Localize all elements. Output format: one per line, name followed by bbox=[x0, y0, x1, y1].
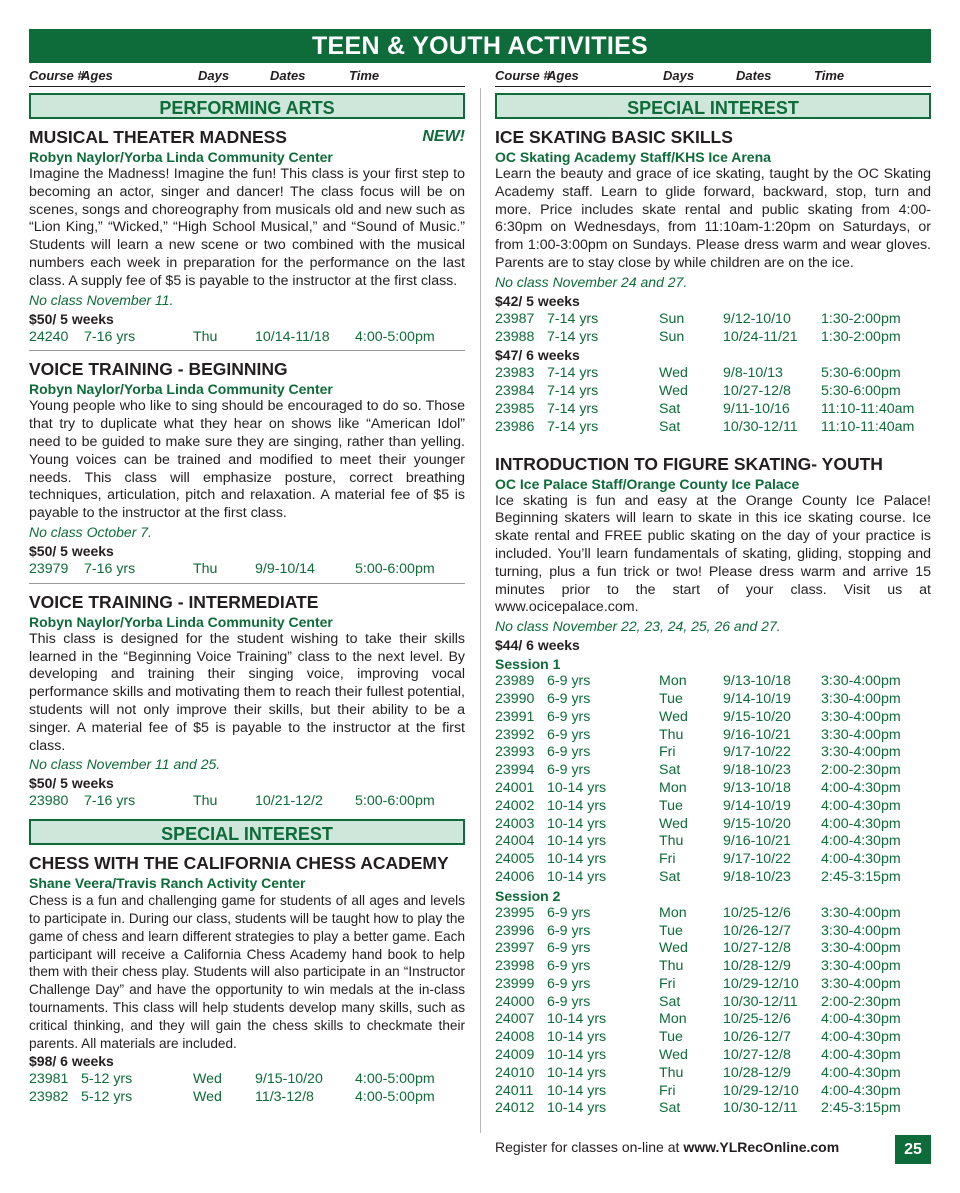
day: Tue bbox=[659, 1029, 683, 1046]
time-range: 5:00-6:00pm bbox=[355, 560, 435, 577]
time-range: 2:00-2:30pm bbox=[821, 993, 901, 1010]
age-range: 7-14 yrs bbox=[547, 328, 599, 345]
course-number: 23979 bbox=[29, 560, 69, 577]
day: Thu bbox=[659, 1064, 684, 1081]
age-range: 7-16 yrs bbox=[84, 560, 136, 577]
date-range: 9/9-10/14 bbox=[255, 560, 315, 577]
time-range: 4:00-4:30pm bbox=[821, 1011, 901, 1028]
time-range: 4:00-4:30pm bbox=[821, 779, 901, 796]
time-range: 3:30-4:00pm bbox=[821, 940, 901, 957]
course-instructor: OC Ice Palace Staff/Orange County Ice Palace bbox=[495, 475, 800, 492]
time-range: 4:00-4:30pm bbox=[821, 851, 901, 868]
time-range: 4:00-5:00pm bbox=[355, 1089, 435, 1106]
no-class-note: No class November 22, 23, 24, 25, 26 and 27. bbox=[495, 618, 781, 635]
table-row bbox=[495, 1047, 931, 1065]
age-range: 6-9 yrs bbox=[547, 904, 591, 921]
date-range: 10/24-11/21 bbox=[723, 328, 798, 345]
date-range: 10/25-12/6 bbox=[723, 904, 791, 921]
course-number: 23999 bbox=[495, 975, 535, 992]
col-days-label: Days bbox=[663, 68, 695, 83]
course-number: 23994 bbox=[495, 762, 535, 779]
class-schedule bbox=[29, 1071, 465, 1107]
table-row bbox=[29, 1089, 465, 1107]
age-range: 7-14 yrs bbox=[547, 365, 599, 382]
age-range: 6-9 yrs bbox=[547, 744, 591, 761]
course-number: 23992 bbox=[495, 726, 535, 743]
table-row bbox=[495, 816, 931, 834]
table-row bbox=[495, 1100, 931, 1118]
course-number: 24010 bbox=[495, 1064, 535, 1081]
course-number: 24000 bbox=[495, 993, 535, 1010]
col-time-label: Time bbox=[814, 68, 845, 83]
course-description: Ice skating is fun and easy at the Orange County Ice Palace! Beginning skaters will learn to skate in this ice skating course. Ice skate rental and FREE public skating on the day of your practice is included. You’ll learn fundamentals of skating, gliding, stopping and turning, plus a fun trick or two! Please dress warm and arrive 15 minutes prior to the start of your class. Visit us at www.ocicepalace.com. bbox=[495, 492, 931, 616]
course-number: 23982 bbox=[29, 1089, 69, 1106]
course-number: 23988 bbox=[495, 328, 535, 345]
date-range: 9/16-10/21 bbox=[723, 833, 791, 850]
table-row bbox=[29, 329, 465, 347]
course-number: 23987 bbox=[495, 310, 535, 327]
age-range: 10-14 yrs bbox=[547, 815, 607, 832]
day: Wed bbox=[193, 1089, 222, 1106]
course-price: $44/ 6 weeks bbox=[495, 637, 580, 654]
course-price: $50/ 5 weeks bbox=[29, 542, 114, 559]
time-range: 4:00-4:30pm bbox=[821, 797, 901, 814]
table-row bbox=[495, 762, 931, 780]
date-range: 9/14-10/19 bbox=[723, 797, 791, 814]
table-row bbox=[495, 311, 931, 329]
age-range: 7-16 yrs bbox=[84, 328, 136, 345]
date-range: 9/8-10/13 bbox=[723, 365, 783, 382]
course-number: 23985 bbox=[495, 400, 535, 417]
course-price: $98/ 6 weeks bbox=[29, 1053, 114, 1070]
date-range: 9/18-10/23 bbox=[723, 762, 791, 779]
header-rule-right bbox=[495, 86, 931, 87]
day: Thu bbox=[193, 560, 218, 577]
table-row bbox=[495, 673, 931, 691]
time-range: 4:00-4:30pm bbox=[821, 815, 901, 832]
table-row bbox=[495, 727, 931, 745]
age-range: 7-14 yrs bbox=[547, 418, 599, 435]
session-label: Session 2 bbox=[495, 887, 561, 904]
time-range: 3:30-4:00pm bbox=[821, 673, 901, 690]
course-title: ICE SKATING BASIC SKILLS bbox=[495, 127, 733, 147]
course-price: $42/ 5 weeks bbox=[495, 292, 580, 309]
header-rule-left bbox=[29, 86, 465, 87]
table-row bbox=[495, 798, 931, 816]
age-range: 6-9 yrs bbox=[547, 726, 591, 743]
age-range: 6-9 yrs bbox=[547, 975, 591, 992]
course-number: 24004 bbox=[495, 833, 535, 850]
day: Sat bbox=[659, 1100, 681, 1117]
column-header-right bbox=[495, 68, 931, 86]
date-range: 10/27-12/8 bbox=[723, 1047, 791, 1064]
course-title bbox=[29, 126, 465, 148]
course-instructor: Robyn Naylor/Yorba Linda Community Center bbox=[29, 381, 333, 398]
course-price: $47/ 6 weeks bbox=[495, 347, 580, 364]
course-price: $50/ 5 weeks bbox=[29, 775, 114, 792]
day: Fri bbox=[659, 744, 676, 761]
date-range: 9/18-10/23 bbox=[723, 868, 791, 885]
course-description: Imagine the Madness! Imagine the fun! This class is your first step to becoming an actor, singer and dancer! The class focus will be on scenes, songs and choreography from musicals old and new such as “Lion King,” “Wicked,” “High School Musical,” and “Sound of Music.” Students will learn a new scene or two combined with the musical numbers each week in preparation for the performance on the last class. A supply fee of $5 is payable to the instructor at the first class. bbox=[29, 166, 465, 289]
day: Mon bbox=[659, 779, 687, 796]
day: Mon bbox=[659, 904, 687, 921]
age-range: 6-9 yrs bbox=[547, 993, 591, 1010]
date-range: 11/3-12/8 bbox=[255, 1089, 314, 1106]
course-title: CHESS WITH THE CALIFORNIA CHESS ACADEMY bbox=[29, 853, 449, 874]
date-range: 9/13-10/18 bbox=[723, 779, 791, 796]
course-number: 23981 bbox=[29, 1071, 69, 1088]
day: Sat bbox=[659, 868, 681, 885]
day: Wed bbox=[659, 383, 688, 400]
age-range: 7-14 yrs bbox=[547, 310, 599, 327]
day: Thu bbox=[659, 958, 684, 975]
course-title: INTRODUCTION TO FIGURE SKATING- YOUTH bbox=[495, 453, 883, 474]
date-range: 10/27-12/8 bbox=[723, 940, 791, 957]
course-number: 23984 bbox=[495, 383, 535, 400]
day: Thu bbox=[659, 726, 684, 743]
course-price: $50/ 5 weeks bbox=[29, 310, 114, 327]
time-range: 3:30-4:00pm bbox=[821, 904, 901, 921]
day: Thu bbox=[193, 793, 218, 810]
table-row bbox=[29, 1071, 465, 1089]
course-number: 24002 bbox=[495, 797, 535, 814]
age-range: 10-14 yrs bbox=[547, 1011, 607, 1028]
course-number: 23986 bbox=[495, 418, 535, 435]
age-range: 10-14 yrs bbox=[547, 1082, 607, 1099]
table-row bbox=[495, 383, 931, 401]
table-row bbox=[495, 958, 931, 976]
age-range: 10-14 yrs bbox=[547, 868, 607, 885]
date-range: 10/21-12/2 bbox=[255, 793, 323, 810]
class-schedule bbox=[495, 365, 931, 436]
right-column bbox=[495, 93, 931, 1118]
age-range: 7-16 yrs bbox=[84, 793, 136, 810]
table-row bbox=[495, 365, 931, 383]
course-number: 23980 bbox=[29, 793, 69, 810]
class-schedule bbox=[29, 329, 465, 347]
day: Mon bbox=[659, 1011, 687, 1028]
day: Wed bbox=[659, 815, 688, 832]
course-description: Learn the beauty and grace of ice skating, taught by the OC Skating Academy staff. Learn to glide forward, backward, stop, turn and more. Price includes skate rental and public skating from 4:00-6:30pm on Wednesdays, from 11:10am-1:20pm on Saturdays, or from 1:00-3:00pm on Sundays. Please dress warm and wear gloves. Parents are to stay close by while children are on the ice. bbox=[495, 166, 931, 271]
time-range: 5:30-6:00pm bbox=[821, 365, 901, 382]
age-range: 6-9 yrs bbox=[547, 940, 591, 957]
time-range: 3:30-4:00pm bbox=[821, 690, 901, 707]
course-number: 24012 bbox=[495, 1100, 535, 1117]
date-range: 10/26-12/7 bbox=[723, 922, 791, 939]
date-range: 10/27-12/8 bbox=[723, 383, 791, 400]
col-course-label: Course # bbox=[29, 68, 85, 83]
date-range: 10/25-12/6 bbox=[723, 1011, 791, 1028]
time-range: 5:00-6:00pm bbox=[355, 793, 435, 810]
course-divider bbox=[29, 350, 465, 351]
time-range: 2:45-3:15pm bbox=[821, 868, 901, 885]
day: Fri bbox=[659, 975, 676, 992]
course-description: Chess is a fun and challenging game for students of all ages and levels to participate in. During our class, students will be taught how to play the game of chess and learn different strategies to play a better game. Each participant will receive a California Chess Academy hand book to help them with their chess play. Students will also participate in an “Instructor Challenge Day” and have the opportunity to win medals at the in-class tournaments. This class will help students develop many skills, such as critical thinking, and they will gain the chess skills to checkmate their parents. All materials are included. bbox=[29, 893, 465, 1051]
day: Wed bbox=[193, 1071, 222, 1088]
day: Wed bbox=[659, 1047, 688, 1064]
section-header-performing-arts: PERFORMING ARTS bbox=[29, 93, 465, 119]
col-ages-label: Ages bbox=[81, 68, 113, 83]
age-range: 7-14 yrs bbox=[547, 383, 599, 400]
no-class-note: No class October 7. bbox=[29, 523, 152, 540]
course-number: 24001 bbox=[495, 779, 535, 796]
time-range: 2:45-3:15pm bbox=[821, 1100, 901, 1117]
age-range: 6-9 yrs bbox=[547, 958, 591, 975]
course-number: 24005 bbox=[495, 851, 535, 868]
time-range: 3:30-4:00pm bbox=[821, 958, 901, 975]
age-range: 10-14 yrs bbox=[547, 797, 607, 814]
day: Wed bbox=[659, 940, 688, 957]
age-range: 5-12 yrs bbox=[81, 1089, 133, 1106]
time-range: 4:00-4:30pm bbox=[821, 1029, 901, 1046]
day: Thu bbox=[659, 833, 684, 850]
date-range: 9/15-10/20 bbox=[723, 815, 791, 832]
age-range: 10-14 yrs bbox=[547, 1100, 607, 1117]
date-range: 9/15-10/20 bbox=[723, 708, 791, 725]
date-range: 9/15-10/20 bbox=[255, 1071, 323, 1088]
class-schedule bbox=[29, 793, 465, 811]
day: Tue bbox=[659, 922, 683, 939]
footer-url-link[interactable]: www.YLRecOnline.com bbox=[683, 1139, 840, 1155]
time-range: 4:00-5:00pm bbox=[355, 1071, 435, 1088]
age-range: 10-14 yrs bbox=[547, 1064, 607, 1081]
session-label: Session 1 bbox=[495, 656, 561, 673]
page-number: 25 bbox=[895, 1135, 931, 1164]
column-divider bbox=[480, 88, 481, 1133]
time-range: 3:30-4:00pm bbox=[821, 744, 901, 761]
course-instructor: Robyn Naylor/Yorba Linda Community Center bbox=[29, 149, 333, 165]
time-range: 4:00-4:30pm bbox=[821, 1047, 901, 1064]
course-number: 23991 bbox=[495, 708, 535, 725]
col-dates-label: Dates bbox=[736, 68, 772, 83]
table-row bbox=[495, 1029, 931, 1047]
course-number: 23997 bbox=[495, 940, 535, 957]
age-range: 6-9 yrs bbox=[547, 673, 591, 690]
col-dates-label: Dates bbox=[270, 68, 306, 83]
class-schedule bbox=[495, 311, 931, 347]
time-range: 1:30-2:00pm bbox=[821, 328, 901, 345]
date-range: 10/30-12/11 bbox=[723, 1100, 798, 1117]
table-row bbox=[495, 1011, 931, 1029]
table-row bbox=[495, 976, 931, 994]
table-row bbox=[495, 401, 931, 419]
age-range: 10-14 yrs bbox=[547, 833, 607, 850]
time-range: 3:30-4:00pm bbox=[821, 726, 901, 743]
time-range: 11:10-11:40am bbox=[821, 400, 915, 417]
age-range: 10-14 yrs bbox=[547, 1029, 607, 1046]
table-row bbox=[495, 1065, 931, 1083]
age-range: 10-14 yrs bbox=[547, 1047, 607, 1064]
time-range: 4:00-4:30pm bbox=[821, 1064, 901, 1081]
time-range: 11:10-11:40am bbox=[821, 418, 915, 435]
table-row bbox=[495, 1083, 931, 1101]
course-instructor: Robyn Naylor/Yorba Linda Community Center bbox=[29, 613, 333, 630]
date-range: 10/28-12/9 bbox=[723, 958, 791, 975]
table-row bbox=[495, 940, 931, 958]
day: Sat bbox=[659, 762, 681, 779]
date-range: 9/13-10/18 bbox=[723, 673, 791, 690]
day: Fri bbox=[659, 1082, 676, 1099]
age-range: 6-9 yrs bbox=[547, 708, 591, 725]
course-number: 23998 bbox=[495, 958, 535, 975]
course-number: 23996 bbox=[495, 922, 535, 939]
left-column bbox=[29, 93, 465, 1107]
date-range: 10/28-12/9 bbox=[723, 1064, 791, 1081]
time-range: 2:00-2:30pm bbox=[821, 762, 901, 779]
date-range: 10/30-12/11 bbox=[723, 418, 798, 435]
course-number: 24009 bbox=[495, 1047, 535, 1064]
no-class-note: No class November 11 and 25. bbox=[29, 756, 221, 773]
time-range: 4:00-4:30pm bbox=[821, 1082, 901, 1099]
time-range: 3:30-4:00pm bbox=[821, 975, 901, 992]
age-range: 10-14 yrs bbox=[547, 779, 607, 796]
date-range: 10/30-12/11 bbox=[723, 993, 798, 1010]
class-schedule bbox=[495, 905, 931, 1119]
footer-prefix: Register for classes on-line at bbox=[495, 1139, 684, 1155]
course-title: VOICE TRAINING - BEGINNING bbox=[29, 359, 288, 380]
day: Wed bbox=[659, 708, 688, 725]
column-header-left bbox=[29, 68, 465, 86]
date-range: 10/29-12/10 bbox=[723, 975, 799, 992]
course-number: 24008 bbox=[495, 1029, 535, 1046]
table-row bbox=[29, 561, 465, 579]
col-time-label: Time bbox=[349, 68, 380, 83]
course-number: 23993 bbox=[495, 744, 535, 761]
course-number: 23990 bbox=[495, 690, 535, 707]
table-row bbox=[495, 744, 931, 762]
table-row bbox=[495, 869, 931, 887]
table-row bbox=[495, 923, 931, 941]
day: Sat bbox=[659, 993, 681, 1010]
date-range: 9/16-10/21 bbox=[723, 726, 791, 743]
age-range: 6-9 yrs bbox=[547, 690, 591, 707]
course-number: 23995 bbox=[495, 904, 535, 921]
age-range: 7-14 yrs bbox=[547, 400, 599, 417]
day: Sat bbox=[659, 418, 681, 435]
table-row bbox=[29, 793, 465, 811]
age-range: 5-12 yrs bbox=[81, 1071, 133, 1088]
day: Fri bbox=[659, 851, 676, 868]
col-days-label: Days bbox=[198, 68, 230, 83]
course-number: 24240 bbox=[29, 328, 69, 345]
table-row bbox=[495, 994, 931, 1012]
table-row bbox=[495, 780, 931, 798]
course-number: 23983 bbox=[495, 365, 535, 382]
time-range: 1:30-2:00pm bbox=[821, 310, 901, 327]
course-title: VOICE TRAINING - INTERMEDIATE bbox=[29, 591, 319, 612]
date-range: 9/17-10/22 bbox=[723, 744, 791, 761]
course-instructor: Shane Veera/Travis Ranch Activity Center bbox=[29, 875, 306, 892]
table-row bbox=[495, 691, 931, 709]
no-class-note: No class November 24 and 27. bbox=[495, 273, 688, 290]
course-number: 24006 bbox=[495, 868, 535, 885]
time-range: 4:00-5:00pm bbox=[355, 328, 435, 345]
date-range: 10/26-12/7 bbox=[723, 1029, 791, 1046]
course-number: 23989 bbox=[495, 673, 535, 690]
date-range: 9/17-10/22 bbox=[723, 851, 791, 868]
table-row bbox=[495, 851, 931, 869]
course-description: This class is designed for the student wishing to take their skills learned in the “Beginning Voice Training” class to the next level. By developing and training their singing voice, improving vocal performance skills and motivating them to reach their fullest potential, students will not only improve their skills, but their ability to be a singer. A material fee of $5 is payable to the instructor at the first class. bbox=[29, 630, 465, 754]
date-range: 9/14-10/19 bbox=[723, 690, 791, 707]
date-range: 10/29-12/10 bbox=[723, 1082, 799, 1099]
table-row bbox=[495, 329, 931, 347]
section-header-special-interest: SPECIAL INTEREST bbox=[29, 819, 465, 845]
class-schedule bbox=[29, 561, 465, 579]
course-number: 24003 bbox=[495, 815, 535, 832]
age-range: 6-9 yrs bbox=[547, 762, 591, 779]
day: Mon bbox=[659, 673, 687, 690]
table-row bbox=[495, 709, 931, 727]
course-number: 24011 bbox=[495, 1082, 534, 1099]
age-range: 6-9 yrs bbox=[547, 922, 591, 939]
table-row bbox=[495, 833, 931, 851]
course-description: Young people who like to sing should be encouraged to do so. Those that try to duplicate what they hear on shows like “American Idol” need to be guided to make sure they are singing, rather than yelling. Young voices can be trained and modified to meet their younger needs. This class will emphasize posture, correct breathing techniques, articulation, pitch and relaxation. A material fee of $5 is payable to the instructor at the first class. bbox=[29, 398, 465, 522]
age-range: 10-14 yrs bbox=[547, 851, 607, 868]
time-range: 3:30-4:00pm bbox=[821, 922, 901, 939]
new-badge: NEW! bbox=[422, 128, 465, 145]
time-range: 4:00-4:30pm bbox=[821, 833, 901, 850]
col-course-label: Course # bbox=[495, 68, 551, 83]
date-range: 9/11-10/16 bbox=[723, 400, 790, 417]
course-instructor: OC Skating Academy Staff/KHS Ice Arena bbox=[495, 149, 771, 165]
course-title-text: MUSICAL THEATER MADNESS bbox=[29, 127, 287, 147]
section-header-special-interest: SPECIAL INTEREST bbox=[495, 93, 931, 119]
class-schedule bbox=[495, 673, 931, 887]
course-number: 24007 bbox=[495, 1011, 535, 1028]
day: Wed bbox=[659, 365, 688, 382]
time-range: 5:30-6:00pm bbox=[821, 383, 901, 400]
time-range: 3:30-4:00pm bbox=[821, 708, 901, 725]
day: Sun bbox=[659, 328, 685, 345]
footer-register-text bbox=[495, 1139, 839, 1155]
date-range: 10/14-11/18 bbox=[255, 328, 330, 345]
day: Thu bbox=[193, 328, 218, 345]
page-banner-title: TEEN & YOUTH ACTIVITIES bbox=[29, 29, 931, 63]
date-range: 9/12-10/10 bbox=[723, 310, 791, 327]
day: Sat bbox=[659, 400, 681, 417]
table-row bbox=[495, 419, 931, 437]
no-class-note: No class November 11. bbox=[29, 291, 174, 308]
col-ages-label: Ages bbox=[547, 68, 579, 83]
day: Sun bbox=[659, 310, 685, 327]
table-row bbox=[495, 905, 931, 923]
course-divider bbox=[29, 583, 465, 584]
day: Tue bbox=[659, 690, 683, 707]
day: Tue bbox=[659, 797, 683, 814]
